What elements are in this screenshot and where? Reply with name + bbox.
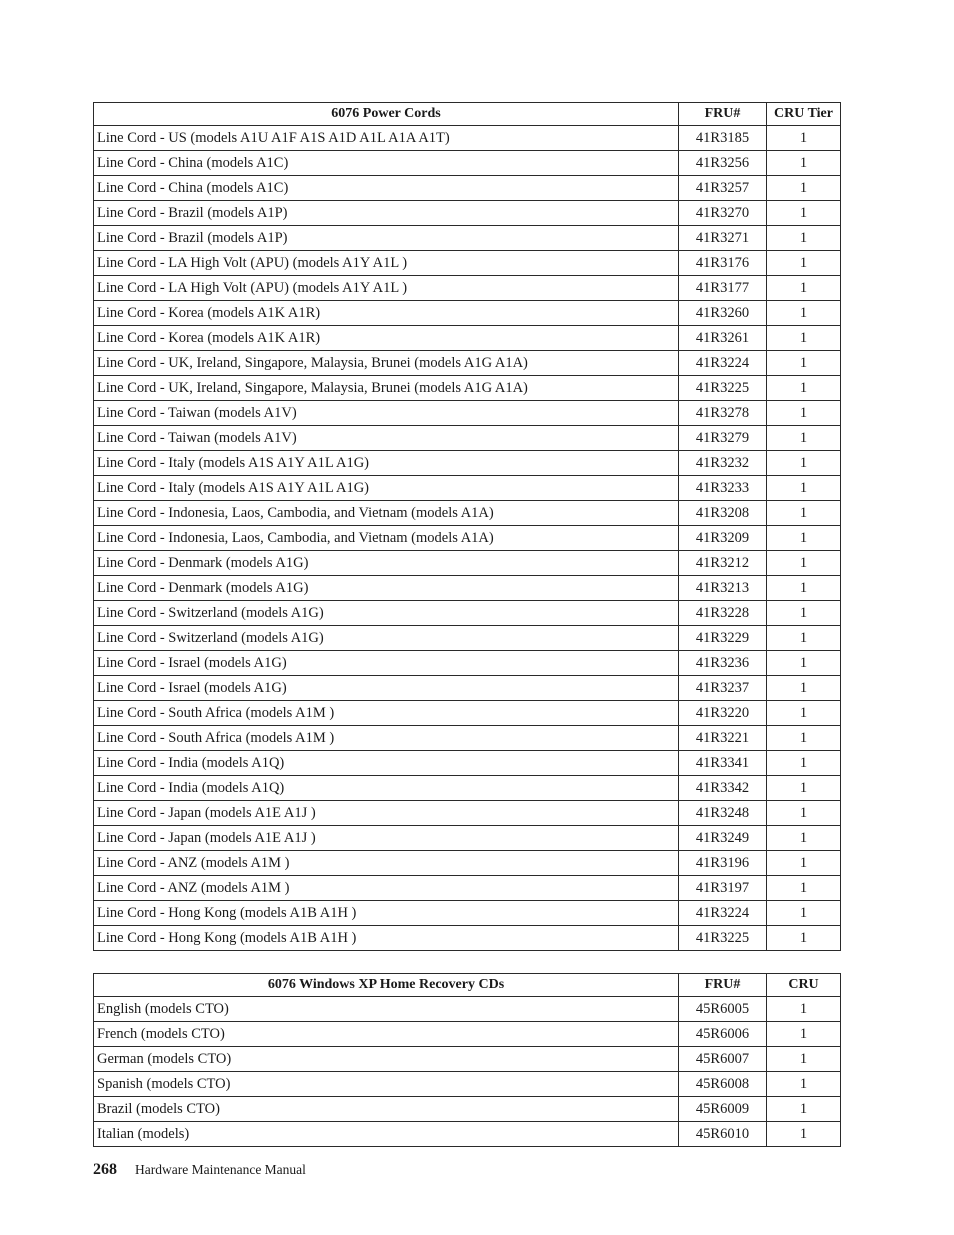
description-cell: Line Cord - Korea (models A1K A1R) <box>94 301 679 326</box>
table-row <box>94 876 841 901</box>
table-row <box>94 1122 841 1147</box>
description-cell: Line Cord - ANZ (models A1M ) <box>94 876 679 901</box>
description-cell: Line Cord - Taiwan (models A1V) <box>94 426 679 451</box>
fru-cell: 41R3270 <box>679 201 767 226</box>
fru-cell: 41R3197 <box>679 876 767 901</box>
description-cell: Line Cord - Denmark (models A1G) <box>94 551 679 576</box>
table-header-row <box>94 103 841 126</box>
description-cell: Line Cord - China (models A1C) <box>94 151 679 176</box>
cru-cell: 1 <box>767 1122 841 1147</box>
page-number: 268 <box>93 1161 117 1178</box>
fru-cell: 41R3237 <box>679 676 767 701</box>
cru-cell: 1 <box>767 876 841 901</box>
description-cell: Line Cord - Korea (models A1K A1R) <box>94 326 679 351</box>
description-column-header: 6076 Windows XP Home Recovery CDs <box>94 974 679 997</box>
cru-cell: 1 <box>767 826 841 851</box>
manual-title: Hardware Maintenance Manual <box>135 1162 306 1177</box>
cru-cell: 1 <box>767 501 841 526</box>
fru-cell: 41R3185 <box>679 126 767 151</box>
description-cell: Line Cord - Indonesia, Laos, Cambodia, and Vietnam (models A1A) <box>94 526 679 551</box>
cru-cell: 1 <box>767 551 841 576</box>
table-row <box>94 201 841 226</box>
table-row <box>94 926 841 951</box>
description-cell: Spanish (models CTO) <box>94 1072 679 1097</box>
cru-cell: 1 <box>767 851 841 876</box>
fru-cell: 45R6009 <box>679 1097 767 1122</box>
table-row <box>94 226 841 251</box>
table-row <box>94 376 841 401</box>
description-cell: Line Cord - Switzerland (models A1G) <box>94 601 679 626</box>
description-cell: Line Cord - Hong Kong (models A1B A1H ) <box>94 926 679 951</box>
description-cell: Line Cord - Israel (models A1G) <box>94 676 679 701</box>
description-cell: Line Cord - LA High Volt (APU) (models A1Y A1L ) <box>94 251 679 276</box>
fru-cell: 45R6008 <box>679 1072 767 1097</box>
description-cell: Italian (models) <box>94 1122 679 1147</box>
table-row <box>94 476 841 501</box>
table-row <box>94 726 841 751</box>
fru-cell: 41R3224 <box>679 901 767 926</box>
cru-cell: 1 <box>767 126 841 151</box>
description-cell: Line Cord - Indonesia, Laos, Cambodia, and Vietnam (models A1A) <box>94 501 679 526</box>
table-row <box>94 451 841 476</box>
power-cords-table <box>93 102 841 951</box>
description-cell: Line Cord - Denmark (models A1G) <box>94 576 679 601</box>
cru-cell: 1 <box>767 376 841 401</box>
table-row <box>94 501 841 526</box>
fru-cell: 41R3208 <box>679 501 767 526</box>
cru-cell: 1 <box>767 676 841 701</box>
fru-cell: 41R3228 <box>679 601 767 626</box>
fru-cell: 45R6005 <box>679 997 767 1022</box>
description-cell: Line Cord - Israel (models A1G) <box>94 651 679 676</box>
fru-cell: 41R3225 <box>679 376 767 401</box>
table-row <box>94 601 841 626</box>
cru-cell: 1 <box>767 576 841 601</box>
fru-cell: 41R3233 <box>679 476 767 501</box>
fru-cell: 41R3196 <box>679 851 767 876</box>
description-cell: Line Cord - Japan (models A1E A1J ) <box>94 826 679 851</box>
cru-cell: 1 <box>767 226 841 251</box>
fru-cell: 41R3256 <box>679 151 767 176</box>
fru-cell: 41R3213 <box>679 576 767 601</box>
cru-cell: 1 <box>767 401 841 426</box>
fru-cell: 41R3224 <box>679 351 767 376</box>
cru-cell: 1 <box>767 451 841 476</box>
fru-cell: 41R3236 <box>679 651 767 676</box>
description-cell: Line Cord - US (models A1U A1F A1S A1D A1L A1A A1T) <box>94 126 679 151</box>
fru-cell: 41R3271 <box>679 226 767 251</box>
table-row <box>94 1047 841 1072</box>
cru-cell: 1 <box>767 326 841 351</box>
recovery-cds-table-body <box>94 997 841 1147</box>
description-cell: Line Cord - UK, Ireland, Singapore, Malaysia, Brunei (models A1G A1A) <box>94 351 679 376</box>
description-cell: English (models CTO) <box>94 997 679 1022</box>
description-cell: Line Cord - Brazil (models A1P) <box>94 226 679 251</box>
cru-cell: 1 <box>767 1047 841 1072</box>
cru-cell: 1 <box>767 751 841 776</box>
fru-cell: 45R6007 <box>679 1047 767 1072</box>
table-row <box>94 676 841 701</box>
description-cell: Line Cord - UK, Ireland, Singapore, Malaysia, Brunei (models A1G A1A) <box>94 376 679 401</box>
table-row <box>94 426 841 451</box>
fru-cell: 41R3229 <box>679 626 767 651</box>
cru-cell: 1 <box>767 601 841 626</box>
table-row <box>94 997 841 1022</box>
cru-cell: 1 <box>767 1097 841 1122</box>
fru-cell: 41R3209 <box>679 526 767 551</box>
table-row <box>94 626 841 651</box>
table-row <box>94 301 841 326</box>
cru-cell: 1 <box>767 251 841 276</box>
description-cell: Line Cord - Italy (models A1S A1Y A1L A1G) <box>94 451 679 476</box>
cru-cell: 1 <box>767 701 841 726</box>
fru-cell: 45R6010 <box>679 1122 767 1147</box>
table-row <box>94 1022 841 1047</box>
table-row <box>94 751 841 776</box>
cru-cell: 1 <box>767 997 841 1022</box>
description-cell: Line Cord - Brazil (models A1P) <box>94 201 679 226</box>
fru-cell: 41R3212 <box>679 551 767 576</box>
cru-cell: 1 <box>767 726 841 751</box>
table-row <box>94 826 841 851</box>
cru-column-header: CRU <box>767 974 841 997</box>
table-row <box>94 151 841 176</box>
description-cell: Line Cord - South Africa (models A1M ) <box>94 701 679 726</box>
cru-cell: 1 <box>767 926 841 951</box>
fru-cell: 41R3221 <box>679 726 767 751</box>
fru-cell: 41R3225 <box>679 926 767 951</box>
description-cell: Line Cord - Hong Kong (models A1B A1H ) <box>94 901 679 926</box>
table-row <box>94 1072 841 1097</box>
fru-cell: 41R3278 <box>679 401 767 426</box>
fru-cell: 41R3177 <box>679 276 767 301</box>
cru-cell: 1 <box>767 276 841 301</box>
fru-cell: 41R3220 <box>679 701 767 726</box>
power-cords-table-body <box>94 126 841 951</box>
cru-cell: 1 <box>767 651 841 676</box>
cru-cell: 1 <box>767 176 841 201</box>
table-row <box>94 251 841 276</box>
cru-cell: 1 <box>767 1022 841 1047</box>
fru-column-header: FRU# <box>679 103 767 126</box>
cru-cell: 1 <box>767 901 841 926</box>
table-row <box>94 551 841 576</box>
table-row <box>94 401 841 426</box>
description-cell: Line Cord - India (models A1Q) <box>94 751 679 776</box>
fru-cell: 41R3260 <box>679 301 767 326</box>
description-cell: Line Cord - Italy (models A1S A1Y A1L A1G) <box>94 476 679 501</box>
description-cell: German (models CTO) <box>94 1047 679 1072</box>
fru-column-header: FRU# <box>679 974 767 997</box>
cru-cell: 1 <box>767 201 841 226</box>
fru-cell: 41R3341 <box>679 751 767 776</box>
cru-cell: 1 <box>767 801 841 826</box>
description-cell: Line Cord - Switzerland (models A1G) <box>94 626 679 651</box>
fru-cell: 41R3249 <box>679 826 767 851</box>
fru-cell: 41R3248 <box>679 801 767 826</box>
description-column-header: 6076 Power Cords <box>94 103 679 126</box>
cru-cell: 1 <box>767 351 841 376</box>
description-cell: Line Cord - ANZ (models A1M ) <box>94 851 679 876</box>
description-cell: Line Cord - China (models A1C) <box>94 176 679 201</box>
description-cell: Brazil (models CTO) <box>94 1097 679 1122</box>
table-header-row <box>94 974 841 997</box>
cru-tier-column-header: CRU Tier <box>767 103 841 126</box>
table-row <box>94 776 841 801</box>
fru-cell: 41R3232 <box>679 451 767 476</box>
description-cell: Line Cord - LA High Volt (APU) (models A1Y A1L ) <box>94 276 679 301</box>
table-row <box>94 276 841 301</box>
fru-cell: 41R3176 <box>679 251 767 276</box>
table-row <box>94 801 841 826</box>
cru-cell: 1 <box>767 526 841 551</box>
description-cell: Line Cord - Taiwan (models A1V) <box>94 401 679 426</box>
table-row <box>94 176 841 201</box>
description-cell: Line Cord - South Africa (models A1M ) <box>94 726 679 751</box>
table-row <box>94 1097 841 1122</box>
table-row <box>94 351 841 376</box>
description-cell: Line Cord - India (models A1Q) <box>94 776 679 801</box>
cru-cell: 1 <box>767 476 841 501</box>
cru-cell: 1 <box>767 151 841 176</box>
page-footer <box>93 1161 306 1179</box>
cru-cell: 1 <box>767 1072 841 1097</box>
fru-cell: 41R3279 <box>679 426 767 451</box>
fru-cell: 41R3257 <box>679 176 767 201</box>
table-row <box>94 526 841 551</box>
table-row <box>94 326 841 351</box>
cru-cell: 1 <box>767 301 841 326</box>
fru-cell: 41R3342 <box>679 776 767 801</box>
cru-cell: 1 <box>767 426 841 451</box>
table-row <box>94 651 841 676</box>
table-row <box>94 851 841 876</box>
table-row <box>94 126 841 151</box>
table-row <box>94 701 841 726</box>
fru-cell: 45R6006 <box>679 1022 767 1047</box>
table-row <box>94 901 841 926</box>
cru-cell: 1 <box>767 626 841 651</box>
cru-cell: 1 <box>767 776 841 801</box>
description-cell: French (models CTO) <box>94 1022 679 1047</box>
fru-cell: 41R3261 <box>679 326 767 351</box>
description-cell: Line Cord - Japan (models A1E A1J ) <box>94 801 679 826</box>
recovery-cds-table <box>93 973 841 1147</box>
table-row <box>94 576 841 601</box>
